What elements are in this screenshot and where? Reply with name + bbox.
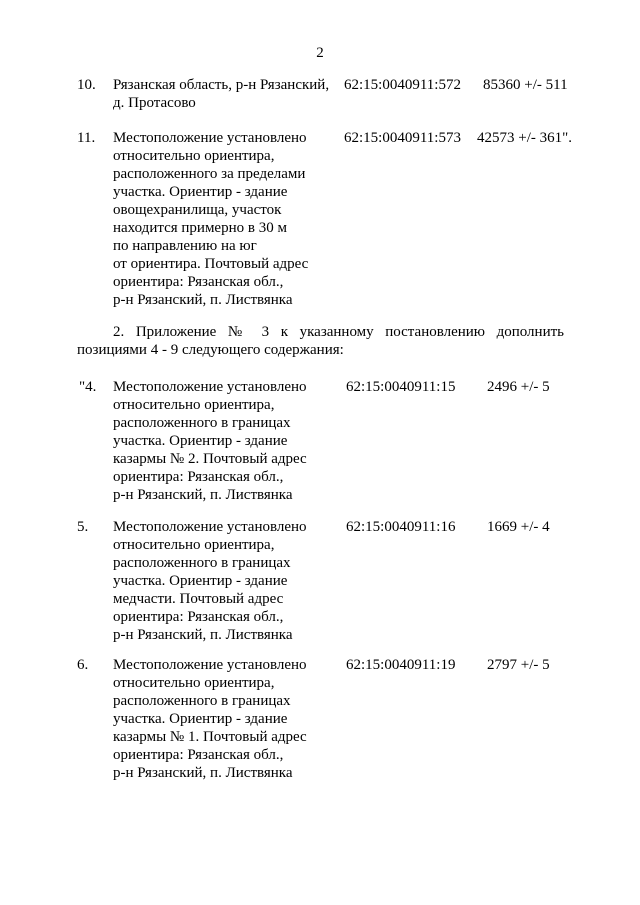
item-number: 10. — [77, 77, 96, 93]
description-line: казармы № 2. Почтовый адрес — [113, 451, 307, 467]
description-line: ориентира: Рязанская обл., — [113, 609, 284, 625]
description-line: Местоположение установлено — [113, 657, 307, 673]
description-line: участка. Ориентир - здание — [113, 184, 288, 200]
description-line: р-н Рязанский, п. Листвянка — [113, 292, 293, 308]
description-line: расположенного в границах — [113, 555, 291, 571]
cadastral-number: 62:15:0040911:572 — [344, 77, 461, 93]
item-number: "4. — [79, 379, 97, 395]
description-line: ориентира: Рязанская обл., — [113, 747, 284, 763]
description-line: д. Протасово — [113, 95, 196, 111]
description-line: ориентира: Рязанская обл., — [113, 469, 284, 485]
description-line: относительно ориентира, — [113, 397, 275, 413]
item-number: 6. — [77, 657, 89, 673]
description-line: медчасти. Почтовый адрес — [113, 591, 284, 607]
location-description — [113, 378, 353, 504]
description-line: Местоположение установлено — [113, 130, 307, 146]
description-line: Местоположение установлено — [113, 379, 307, 395]
paragraph-line: 2. Приложение № 3 к указанному постановлению дополнить — [113, 324, 564, 340]
cadastral-number: 62:15:0040911:19 — [346, 657, 456, 673]
description-line: относительно ориентира, — [113, 675, 275, 691]
area-value: 85360 +/- 511 — [483, 77, 568, 93]
area-value: 2797 +/- 5 — [487, 657, 550, 673]
description-line: овощехранилища, участок — [113, 202, 282, 218]
location-description — [113, 518, 353, 644]
description-line: р-н Рязанский, п. Листвянка — [113, 487, 293, 503]
item-number: 11. — [77, 130, 96, 146]
description-line: р-н Рязанский, п. Листвянка — [113, 627, 293, 643]
description-line: расположенного в границах — [113, 693, 291, 709]
description-line: расположенного за пределами — [113, 166, 306, 182]
item-number: 5. — [77, 519, 89, 535]
page-number: 2 — [316, 45, 324, 61]
description-line: от ориентира. Почтовый адрес — [113, 256, 309, 272]
area-value: 2496 +/- 5 — [487, 379, 550, 395]
description-line: участка. Ориентир - здание — [113, 433, 288, 449]
description-line: Рязанская область, р-н Рязанский, — [113, 77, 330, 93]
area-value: 1669 +/- 4 — [487, 519, 550, 535]
description-line: находится примерно в 30 м — [113, 220, 287, 236]
location-description — [113, 76, 353, 112]
amendment-paragraph — [77, 323, 564, 359]
description-line: участка. Ориентир - здание — [113, 711, 288, 727]
paragraph-line: позициями 4 - 9 следующего содержания: — [77, 342, 344, 358]
cadastral-number: 62:15:0040911:573 — [344, 130, 461, 146]
description-line: по направлению на юг — [113, 238, 257, 254]
area-value: 42573 +/- 361". — [477, 130, 572, 146]
description-line: р-н Рязанский, п. Листвянка — [113, 765, 293, 781]
description-line: казармы № 1. Почтовый адрес — [113, 729, 307, 745]
cadastral-number: 62:15:0040911:15 — [346, 379, 456, 395]
description-line: участка. Ориентир - здание — [113, 573, 288, 589]
cadastral-number: 62:15:0040911:16 — [346, 519, 456, 535]
description-line: относительно ориентира, — [113, 537, 275, 553]
description-line: расположенного в границах — [113, 415, 291, 431]
location-description — [113, 129, 353, 309]
description-line: ориентира: Рязанская обл., — [113, 274, 284, 290]
location-description — [113, 656, 353, 782]
description-line: Местоположение установлено — [113, 519, 307, 535]
description-line: относительно ориентира, — [113, 148, 275, 164]
